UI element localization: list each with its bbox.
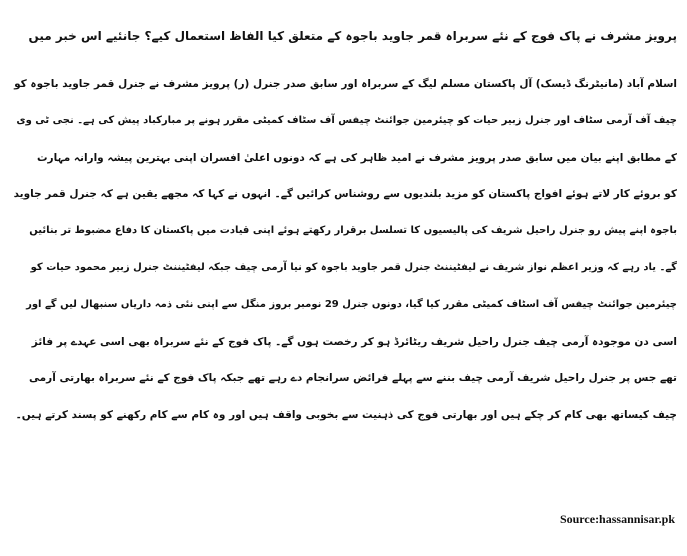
source-credit: Source:hassannisar.pk (559, 512, 675, 526)
body-line: چیف آف آرمی سٹاف اور جنرل زبیر حیات کو چیئرمین جوائنٹ چیفس آف سٹاف کمیٹی مقرر ہونے پر مبارکباد پیش کی ہے۔ نجی ٹی وی (16, 114, 677, 126)
body-line: کو بروئے کار لاتے ہوئے افواج پاکستان کو مزید بلندیوں سے روشناس کرائیں گے۔ انہوں نے کہا کہ مجھے یقین ہے کہ جنرل قمر جاوید (13, 188, 677, 201)
body-line: کے مطابق اپنے بیان میں سابق صدر پرویز مشرف نے امید ظاہر کی ہے کہ دونوں اعلیٰ افسران اپنی بہترین پیشہ وارانہ مہارت (37, 151, 677, 164)
body-line: چیف کیساتھ بھی کام کر چکے ہیں اور بھارتی فوج کی ذہنیت سے بخوبی واقف ہیں اور وہ کام سے کام رکھنے کو پسند کرتے ہیں۔ (15, 409, 677, 422)
body-line: باجوہ اپنے پیش رو جنرل راحیل شریف کی پالیسیوں کا تسلسل برقرار رکھتے ہوئے اپنی قیادت میں پاکستان کا دفاع مضبوط تر بنائیں (29, 225, 677, 237)
article-headline: پرویز مشرف نے پاک فوج کے نئے سربراہ قمر جاوید باجوہ کے متعلق کیا الفاظ استعمال کیے؟ جانئیے اس خبر میں (28, 29, 677, 43)
body-line: گے۔ یاد رہے کہ وزیر اعظم نواز شریف نے لیفٹیننٹ جنرل قمر جاوید باجوہ کو نیا آرمی چیف جبکہ لیفٹیننٹ جنرل زبیر محمود حیات کو (30, 261, 677, 273)
body-line: اسلام آباد (مانیٹرنگ ڈیسک) آل پاکستان مسلم لیگ کے سربراہ اور سابق صدر جنرل (ر) پرویز مشرف نے جنرل قمر جاوید باجوہ کو (14, 78, 677, 90)
news-article (10, 18, 677, 434)
body-line: اسی دن موجودہ آرمی چیف جنرل راحیل شریف ریٹائرڈ ہو کر رخصت ہوں گے۔ پاک فوج کے نئے سربراہ بھی اسی عہدے پر فائز (31, 335, 677, 348)
article-body (10, 66, 677, 434)
body-line: چیئرمین جوائنٹ چیفس آف اسٹاف کمیٹی مقرر کیا گیا، دونوں جنرل 29 نومبر بروز منگل سے اپنی نئی ذمہ داریاں سنبھال لیں گے اور (26, 298, 677, 310)
body-line: تھے جس پر جنرل راحیل شریف آرمی چیف بننے سے پہلے فرائض سرانجام دے رہے تھے جبکہ پاک فوج کے نئے سربراہ بھارتی آرمی (29, 372, 677, 385)
